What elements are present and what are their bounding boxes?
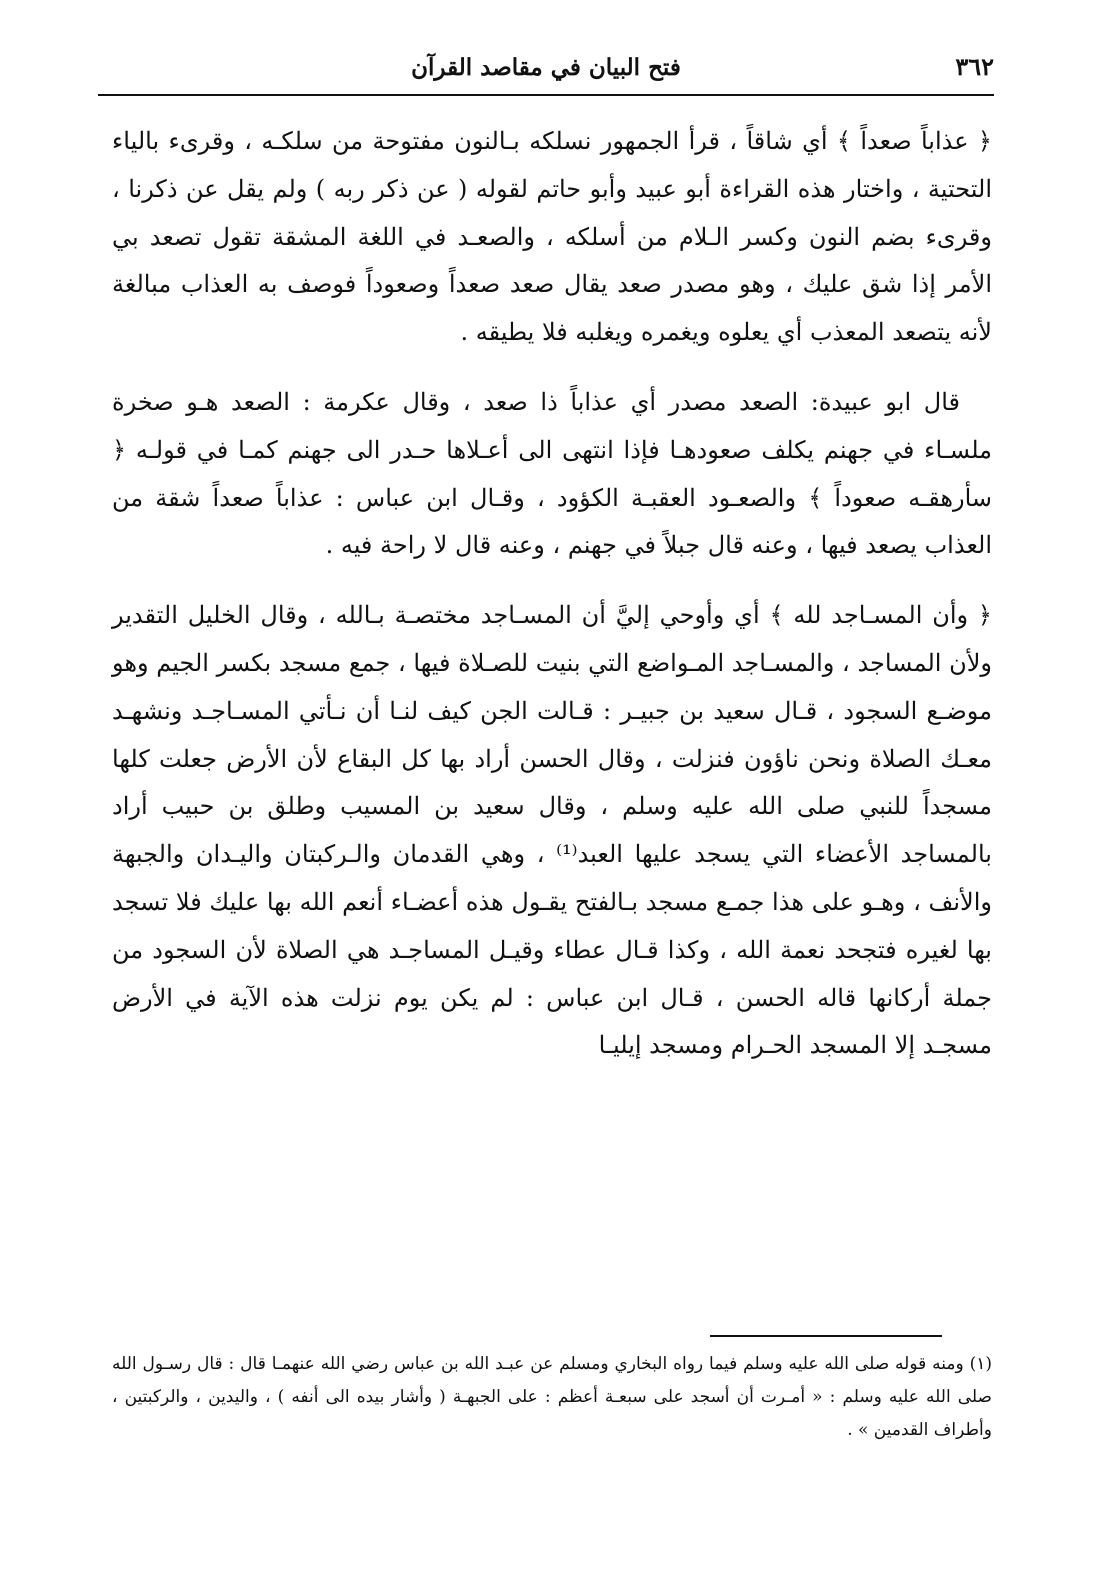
main-text — [112, 118, 992, 1092]
paragraph-1: ﴿ عذاباً صعداً ﴾ أي شاقاً ، قرأ الجمهور نسلكه بـالنون مفتوحة من سلكـه ، وقرىء بالياء التحتية ، واختار هذه القراءة أبو عبيد وأبو حاتم لقوله ( عن ذكر ربه ) ولم يقل عن ذكرنا ، وقرىء بضم النون وكسر الـلام من أسلكه ، والصعـد في اللغة المشقة تقول تصعد بي الأمر إذا شق عليك ، وهو مصدر صعد يقال صعد صعداً وصعوداً فوصف به العذاب مبالغة لأنه يتصعد المعذب أي يعلوه ويغمره ويغلبه فلا يطيقه . — [112, 127, 992, 347]
page-number: ٣٦٢ — [955, 52, 994, 81]
footnote-divider — [710, 1335, 942, 1337]
paragraph-3: ﴿ وأن المسـاجد لله ﴾ أي وأوحي إليَّ أن المسـاجد مختصـة بـالله ، وقال الخليل التقدير ولأن المساجد ، والمسـاجد المـواضع التي بنيت للصـلاة فيها ، جمع مسجد بكسر الجيم وهو موضـع السجود ، قـال سعيد بن جبيـر : قـالت الجن كيف لنـا أن نـأتي المسـاجـد ونشهـد معـك الصلاة ونحن ناؤون فنزلت ، وقال الحسن أراد بها كل البقاع لأن الأرض جعلت كلها مسجداً للنبي صلى الله عليه وسلم ، وقال سعيد بن المسيب وطلق بن حبيب أراد بالمساجد الأعضاء التي يسجد عليها العبد⁽¹⁾ ، وهي القدمان والـركبتان واليـدان والجبهة والأنف ، وهـو على هذا جمـع مسجد بـالفتح يقـول هذه أعضـاء أنعم الله بها عليك فلا تسجد بها لغيره فتجحد نعمة الله ، وكذا قـال عطاء وقيـل المساجـد هي الصلاة لأن السجود من جملة أركانها قاله الحسن ، قـال ابن عباس : لم يكن يوم نزلت هذه الآية في الأرض مسجـد إلا المسجد الحـرام ومسجد إيليـا — [112, 601, 992, 1060]
footnote-1: (١) ومنه قوله صلى الله عليه وسلم فيما رواه البخاري ومسلم عن عبـد الله بن عباس رضي الله عنهمـا قال : قال رسـول الله صلى الله عليه وسلم : « أمـرت أن أسجد على سبعـة أعظم : على الجبهـة ( وأشار بيده الى أنفه ) ، واليدين ، والركبتين ، وأطراف القدمين » . — [112, 1354, 992, 1440]
footnotes — [112, 1348, 992, 1447]
running-header — [98, 48, 994, 96]
paragraph-2: قال ابو عبيدة: الصعد مصدر أي عذاباً ذا صعد ، وقال عكرمة : الصعد هـو صخرة ملسـاء في جهنم يكلف صعودهـا فإذا انتهى الى أعـلاها حـدر الى جهنم كمـا في قولـه ﴿ سأرهقـه صعوداً ﴾ والصعـود العقبـة الكؤود ، وقـال ابن عباس : عذاباً صعداً شقة من العذاب يصعد فيها ، وعنه قال جبلاً في جهنم ، وعنه قال لا راحة فيه . — [112, 387, 992, 560]
book-title: فتح البيان في مقاصد القرآن — [411, 54, 681, 81]
